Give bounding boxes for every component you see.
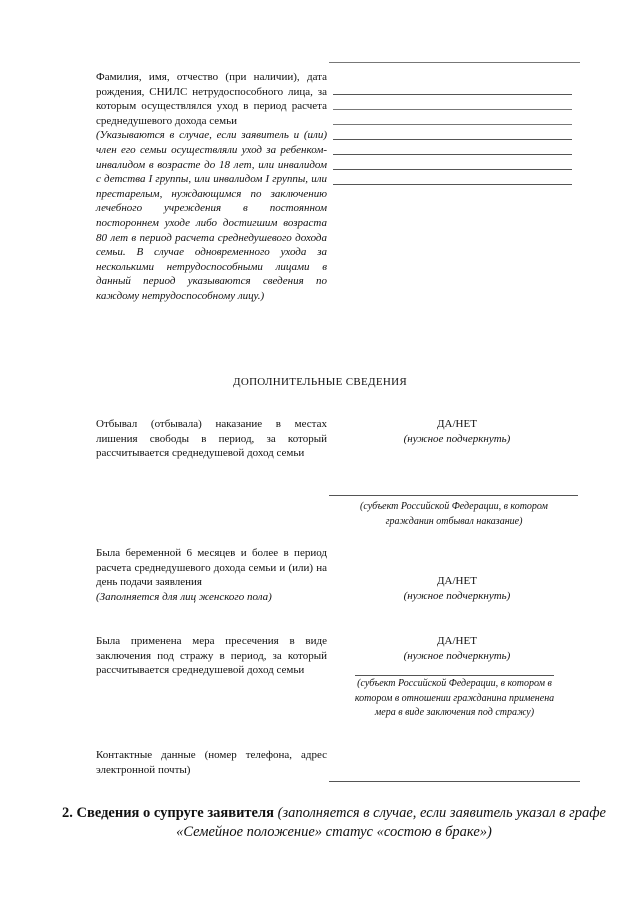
imprisonment-subject-line[interactable] [329, 495, 578, 496]
fio-line-4[interactable] [333, 139, 572, 140]
pregnancy-block [96, 546, 327, 604]
pregnancy-note: (Заполняется для лиц женского пола) [96, 590, 272, 603]
fio-line-5[interactable] [333, 154, 572, 155]
pregnancy-answer-hint: (нужное подчеркнуть) [403, 590, 511, 602]
fio-line-2[interactable] [333, 109, 572, 110]
detention-answer[interactable]: ДА/НЕТ [437, 635, 477, 647]
section2-heading [60, 804, 608, 842]
fio-line-3[interactable] [333, 124, 572, 125]
fio-note: (Указываются в случае, если заявитель и (или) член его семьи осуществляли уход за ребенком-инвалидом в возрасте до 18 лет, или инвалидом с детства I группы, или инвалидом I группы, или престарелым, нуждающимся по заключению лечебного учреждения в постоянном постороннем уходе либо достигшим возраста 80 лет в период расчета среднедушевого дохода семьи. В случае одновременного ухода за несколькими нетрудоспособными лицами в данный период указываются сведения по каждому нетрудоспособному лицу.) [96, 129, 327, 302]
detention-answer-hint: (нужное подчеркнуть) [403, 650, 511, 662]
fio-block [96, 70, 327, 304]
pregnancy-label: Была беременной 6 месяцев и более в период расчета среднедушевого дохода семьи и (или) на день подачи заявления [96, 547, 327, 589]
fio-line-6[interactable] [333, 169, 572, 170]
detention-subject-line[interactable] [355, 675, 554, 676]
detention-label: Была применена мера пресечения в виде заключения под стражу в период, за который рассчитывается среднедушевой доход семьи [96, 635, 327, 677]
imprisonment-subject-note: (субъект Российской Федерации, в котором гражданин отбывал наказание) [360, 501, 548, 527]
fio-line-7[interactable] [333, 184, 572, 185]
pregnancy-answer[interactable]: ДА/НЕТ [437, 575, 477, 587]
contacts-line[interactable] [329, 781, 580, 782]
imprisonment-answer[interactable]: ДА/НЕТ [437, 418, 477, 430]
detention-subject-note: (субъект Российской Федерации, в котором в котором в отношении гражданина применена мера в виде заключения под стражу) [354, 678, 555, 719]
section2-title: 2. Сведения о супруге заявителя [62, 805, 274, 821]
imprisonment-answer-hint: (нужное подчеркнуть) [403, 433, 511, 445]
imprisonment-label: Отбывал (отбывала) наказание в местах лишения свободы в период, за который рассчитывается среднедушевой доход семьи [96, 418, 327, 460]
fio-line-1[interactable] [333, 94, 572, 95]
section2-note: (заполняется в случае, если заявитель указал в графе «Семейное положение» статус «состою в браке») [176, 805, 606, 840]
contacts-label: Контактные данные (номер телефона, адрес электронной почты) [96, 749, 327, 776]
fio-label: Фамилия, имя, отчество (при наличии), дата рождения, СНИЛС нетрудоспособного лица, за которым осуществлялся уход в период расчета среднедушевого дохода семьи [96, 71, 327, 127]
additional-info-title: ДОПОЛНИТЕЛЬНЫЕ СВЕДЕНИЯ [233, 376, 407, 388]
top-rule [329, 62, 580, 63]
